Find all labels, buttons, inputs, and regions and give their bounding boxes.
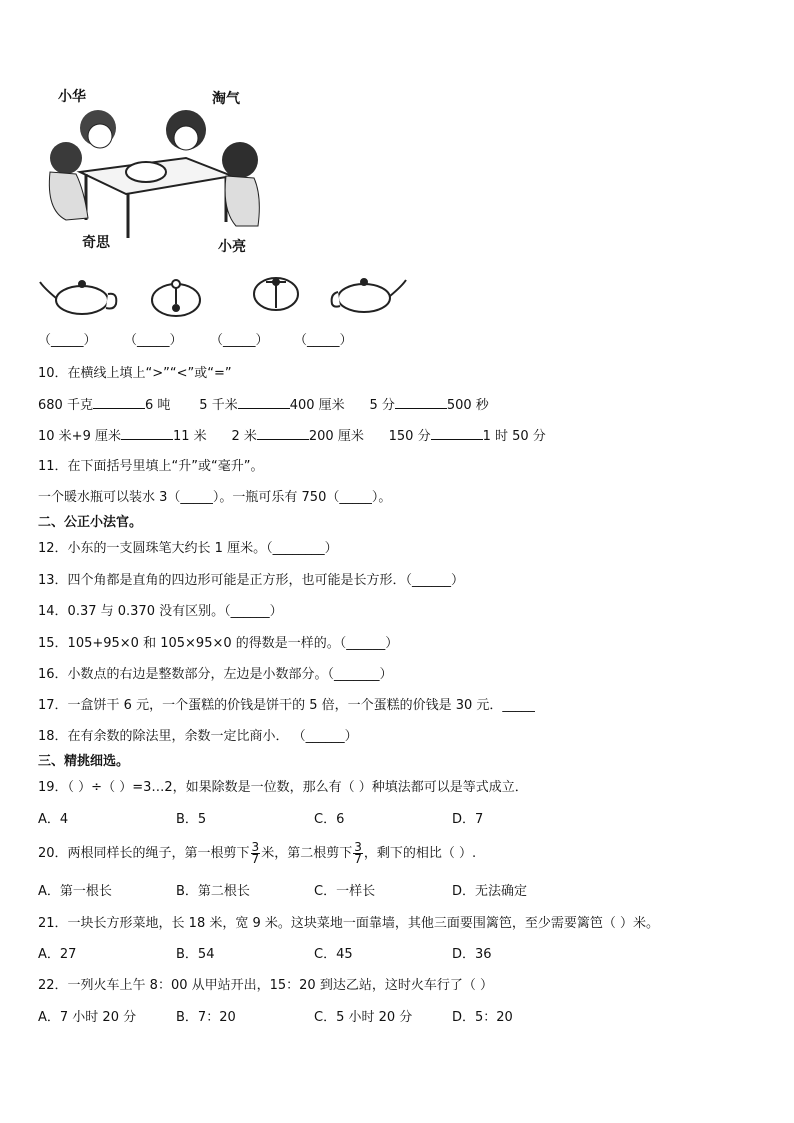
q20-stem: [38, 842, 476, 866]
q11-title: 11．在下面括号里填上“升”或“毫升”。: [38, 459, 264, 474]
q10-blank[interactable]: [257, 427, 309, 440]
q20-frac2-num: 3: [354, 840, 362, 854]
section-2-heading: 二、公正小法官。: [38, 515, 143, 530]
q10-blank[interactable]: [238, 396, 290, 409]
q19-option-d[interactable]: D．7: [452, 812, 484, 827]
q10-r2-e: 150 分: [388, 429, 431, 444]
q21-option-d[interactable]: D．36: [452, 947, 492, 962]
q20-option-d[interactable]: D．无法确定: [452, 884, 528, 899]
q10-r1-d: 400 厘米: [289, 398, 345, 413]
q10-r1-b: 6 吨: [144, 398, 171, 413]
q20-stem-b: 米，第二根剪下: [261, 846, 353, 861]
q20-frac1-den: 7: [251, 852, 260, 866]
q20-fraction-1: [251, 842, 261, 865]
name-qisi: 奇思: [82, 235, 110, 251]
q10-blank[interactable]: [121, 427, 173, 440]
q19-option-b[interactable]: B．5: [176, 812, 207, 827]
q22-stem: 22．一列火车上午 8：00 从甲站开出，15：20 到达乙站，这时火车行了（ ）: [38, 978, 493, 993]
q10-r2-b: 11 米: [172, 429, 207, 444]
q10-r1-a: 680 千克: [38, 398, 93, 413]
q16: 16．小数点的右边是整数部分，左边是小数部分。（_______）: [38, 667, 393, 682]
q10-r2-c: 2 米: [231, 429, 257, 444]
section-3-heading: 三、精挑细选。: [38, 754, 130, 769]
teapot-answer-4[interactable]: （_____）: [294, 333, 353, 348]
children-drawing: [36, 80, 276, 260]
q20-frac1-num: 3: [251, 840, 260, 854]
teapot-view-3: [254, 278, 298, 310]
teapot-answer-1[interactable]: （_____）: [38, 333, 97, 348]
q21-option-a[interactable]: A．27: [38, 947, 77, 962]
q12: 12．小东的一支圆珠笔大约长 1 厘米。（________）: [38, 541, 338, 556]
q10-r2-a: 10 米+9 厘米: [38, 429, 121, 444]
q21-option-b[interactable]: B．54: [176, 947, 215, 962]
teapot-views-drawing: [38, 268, 418, 324]
teapot-views: [38, 268, 418, 324]
q19-option-a[interactable]: A．4: [38, 812, 69, 827]
teapot-view-4: [332, 279, 406, 312]
q22-option-d[interactable]: D．5：20: [452, 1010, 513, 1025]
q11-text: 一个暖水瓶可以装水 3（_____）。一瓶可乐有 750（_____）。: [38, 490, 392, 505]
teapot-answer-3[interactable]: （_____）: [210, 333, 269, 348]
q20-stem-a: 20．两根同样长的绳子，第一根剪下: [38, 846, 250, 861]
q20-option-a[interactable]: A．第一根长: [38, 884, 112, 899]
q10-row1: [38, 396, 489, 414]
teapot-view-1: [40, 281, 116, 314]
q10-r1-c: 5 千米: [199, 398, 238, 413]
q15: 15．105+95×0 和 105×95×0 的得数是一样的。（______）: [38, 636, 399, 651]
q10-r1-f: 500 秒: [446, 398, 489, 413]
q19-option-c[interactable]: C．6: [314, 812, 345, 827]
q22-option-c[interactable]: C．5 小时 20 分: [314, 1010, 413, 1025]
q13: 13．四个角都是直角的四边形可能是正方形，也可能是长方形．（______）: [38, 573, 465, 588]
q20-frac2-den: 7: [354, 852, 362, 866]
q14: 14．0.37 与 0.370 没有区别。（______）: [38, 604, 283, 619]
q20-stem-c: ，剩下的相比（ ）.: [363, 846, 477, 861]
teapot-answer-2[interactable]: （_____）: [124, 333, 183, 348]
name-xiaoliang: 小亮: [218, 239, 246, 255]
q18: 18．在有余数的除法里，余数一定比商小． （______）: [38, 729, 358, 744]
teapot-view-2: [152, 280, 200, 316]
q17: 17．一盒饼干 6 元，一个蛋糕的价钱是饼干的 5 倍，一个蛋糕的价钱是 30 元．_____: [38, 698, 535, 713]
name-xiaohua: 小华: [58, 89, 86, 105]
q21-option-c[interactable]: C．45: [314, 947, 353, 962]
q19-stem: 19．（ ）÷（ ）=3…2，如果除数是一位数，那么有（ ）种填法都可以是等式成立．: [38, 780, 528, 795]
q20-fraction-2: [353, 842, 363, 865]
children-table-illustration: [36, 80, 276, 260]
q21-stem: 21．一块长方形菜地，长 18 米，宽 9 米。这块菜地一面靠墙，其他三面要围篱笆，至少需要篱笆（ ）米。: [38, 916, 660, 931]
q10-blank[interactable]: [431, 427, 483, 440]
q20-option-b[interactable]: B．第二根长: [176, 884, 250, 899]
q10-blank[interactable]: [395, 396, 447, 409]
q22-option-a[interactable]: A．7 小时 20 分: [38, 1010, 137, 1025]
q10-r1-e: 5 分: [369, 398, 395, 413]
q10-blank[interactable]: [93, 396, 145, 409]
q10-r2-d: 200 厘米: [308, 429, 364, 444]
q22-option-b[interactable]: B．7：20: [176, 1010, 236, 1025]
q10-r2-f: 1 时 50 分: [482, 429, 546, 444]
q20-option-c[interactable]: C．一样长: [314, 884, 376, 899]
name-taoqi: 淘气: [212, 91, 240, 107]
q10-title: 10．在横线上填上“>”“<”或“=”: [38, 366, 232, 381]
q10-row2: [38, 427, 546, 445]
